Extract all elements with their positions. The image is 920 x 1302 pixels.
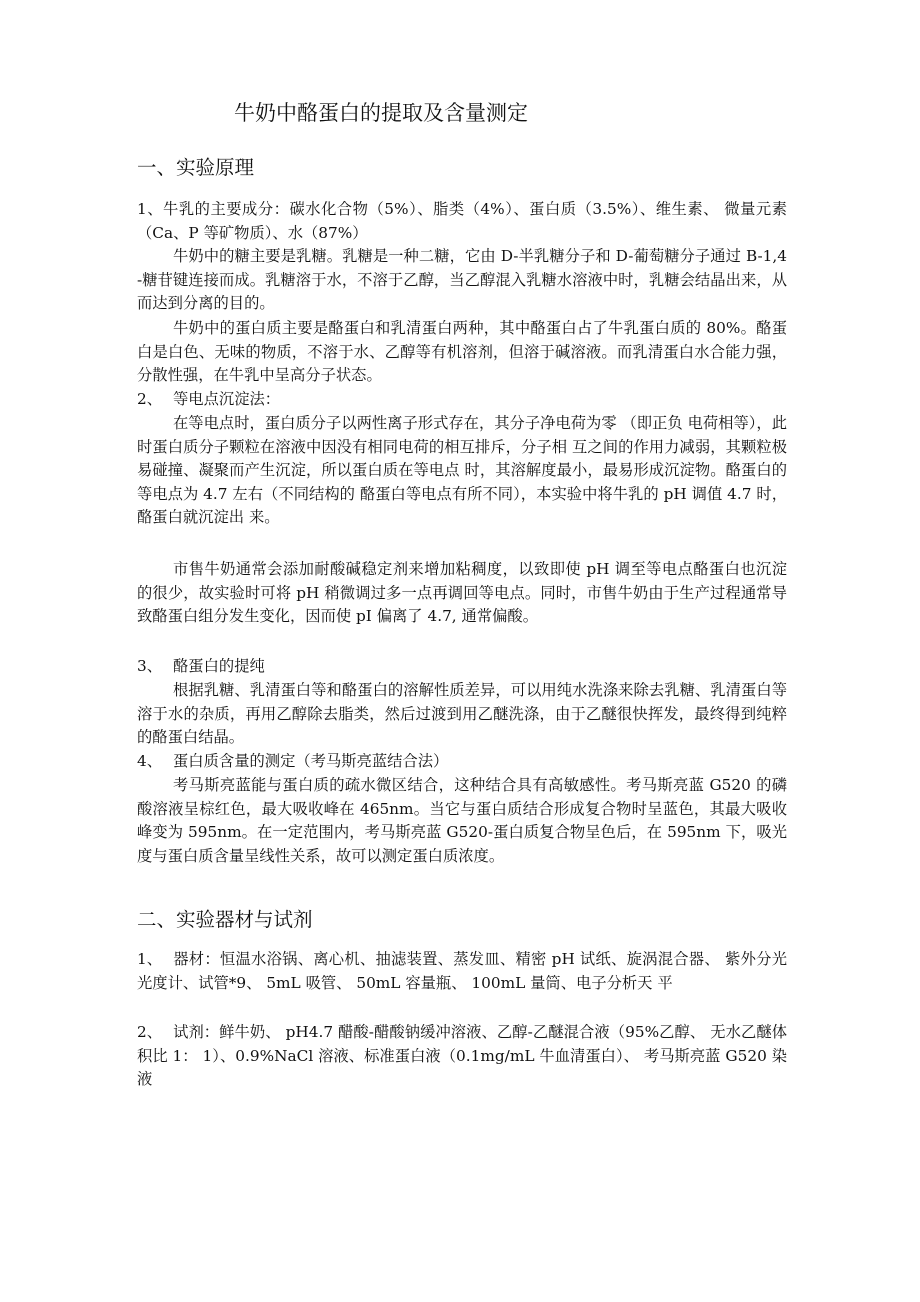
principle-item-3 (137, 655, 787, 679)
paragraph-purification: 根据乳糖、乳清蛋白等和酪蛋白的溶解性质差异，可以用纯水洗涤来除去乳糖、乳清蛋白等溶于水的杂质，再用乙醇除去脂类，然后过渡到用乙醚洗涤，由于乙醚很快挥发，最终得到纯粹的酪蛋白结晶。 (137, 681, 787, 747)
principle-item-2 (137, 388, 787, 412)
section-heading-principle: 一、实验原理 (137, 156, 255, 179)
item-3-label: 酪蛋白的提纯 (173, 657, 265, 675)
paragraph-commercial-milk: 市售牛奶通常会添加耐酸碱稳定剂来增加粘稠度，以致即使 pH 调至等电点酪蛋白也沉淀的很少，故实验时可将 pH 稍微调过多一点再调回等电点。同时，市售牛奶由于生产过程通常导致酪蛋白组分发生变化，因而使 pI 偏离了 4.7, 通常偏酸。 (137, 560, 787, 626)
materials-item-2 (137, 1021, 787, 1092)
paragraph-lactose: 牛奶中的糖主要是乳糖。乳糖是一种二糖，它由 D-半乳糖分子和 D-葡萄糖分子通过 B-1,4-糖苷键连接而成。乳糖溶于水，不溶于乙醇，当乙醇混入乳糖水溶液中时，乳糖会结晶出来，从而达到分离的目的。 (137, 247, 787, 313)
materials-item-2-text: 试剂：鲜牛奶、 pH4.7 醋酸-醋酸钠缓冲溶液、乙醇-乙醚混合液（95%乙醇、 无水乙醚体积比 1： 1）、0.9%NaCl 溶液、标准蛋白液（0.1mg/mL 牛血清蛋白）、 考马斯亮蓝 G520 染液 (137, 1023, 787, 1089)
materials-item-1 (137, 948, 787, 995)
paragraph-isoelectric: 在等电点时，蛋白质分子以两性离子形式存在，其分子净电荷为零 （即正负 电荷相等），此时蛋白质分子颗粒在溶液中因没有相同电荷的相互排斥，分子相 互之间的作用力减弱，其颗粒极易碰撞、凝聚而产生沉淀，所以蛋白质在等电点 时，其溶解度最小，最易形成沉淀物。酪蛋白的等电点为 4.7 左右（不同结构的 酪蛋白等电点有所不同），本实验中将牛乳的 pH 调值 4.7 时，酪蛋白就沉淀出 来。 (137, 414, 787, 527)
paragraph-protein: 牛奶中的蛋白质主要是酪蛋白和乳清蛋白两种，其中酪蛋白占了牛乳蛋白质的 80%。酪蛋白是白色、无味的物质，不溶于水、乙醇等有机溶剂，但溶于碱溶液。而乳清蛋白水合能力强，分散性强，在牛乳中呈高分子状态。 (137, 319, 787, 385)
document-title: 牛奶中酪蛋白的提取及含量测定 (234, 101, 528, 125)
item-3-number: 3、 (137, 657, 163, 675)
materials-item-1-text: 器材：恒温水浴锅、离心机、抽滤装置、蒸发皿、精密 pH 试纸、旋涡混合器、 紫外分光光度计、试管*9、 5mL 吸管、 50mL 容量瓶、 100mL 量筒、电子分析天 平 (137, 950, 787, 992)
item-4-number: 4、 (137, 752, 163, 770)
materials-item-1-number: 1、 (137, 950, 163, 968)
item-2-label: 等电点沉淀法： (173, 390, 281, 408)
paragraph-coomassie: 考马斯亮蓝能与蛋白质的疏水微区结合，这种结合具有高敏感性。考马斯亮蓝 G520 的磷酸溶液呈棕红色，最大吸收峰在 465nm。当它与蛋白质结合形成复合物时呈蓝色，其最大吸收峰变为 595nm。在一定范围内，考马斯亮蓝 G520-蛋白质复合物呈色后，在 595nm 下，吸光度与蛋白质含量呈线性关系，故可以测定蛋白质浓度。 (137, 776, 787, 865)
materials-item-2-number: 2、 (137, 1023, 163, 1041)
section-heading-materials: 二、实验器材与试剂 (137, 908, 313, 931)
item-4-label: 蛋白质含量的测定（考马斯亮蓝结合法） (173, 752, 449, 770)
principle-item-1: 1、牛乳的主要成分：碳水化合物（5%）、脂类（4%）、蛋白质（3.5%）、维生素、 微量元素（Ca、P 等矿物质）、水（87%） (137, 200, 787, 242)
item-2-number: 2、 (137, 390, 163, 408)
principle-item-4 (137, 750, 787, 774)
